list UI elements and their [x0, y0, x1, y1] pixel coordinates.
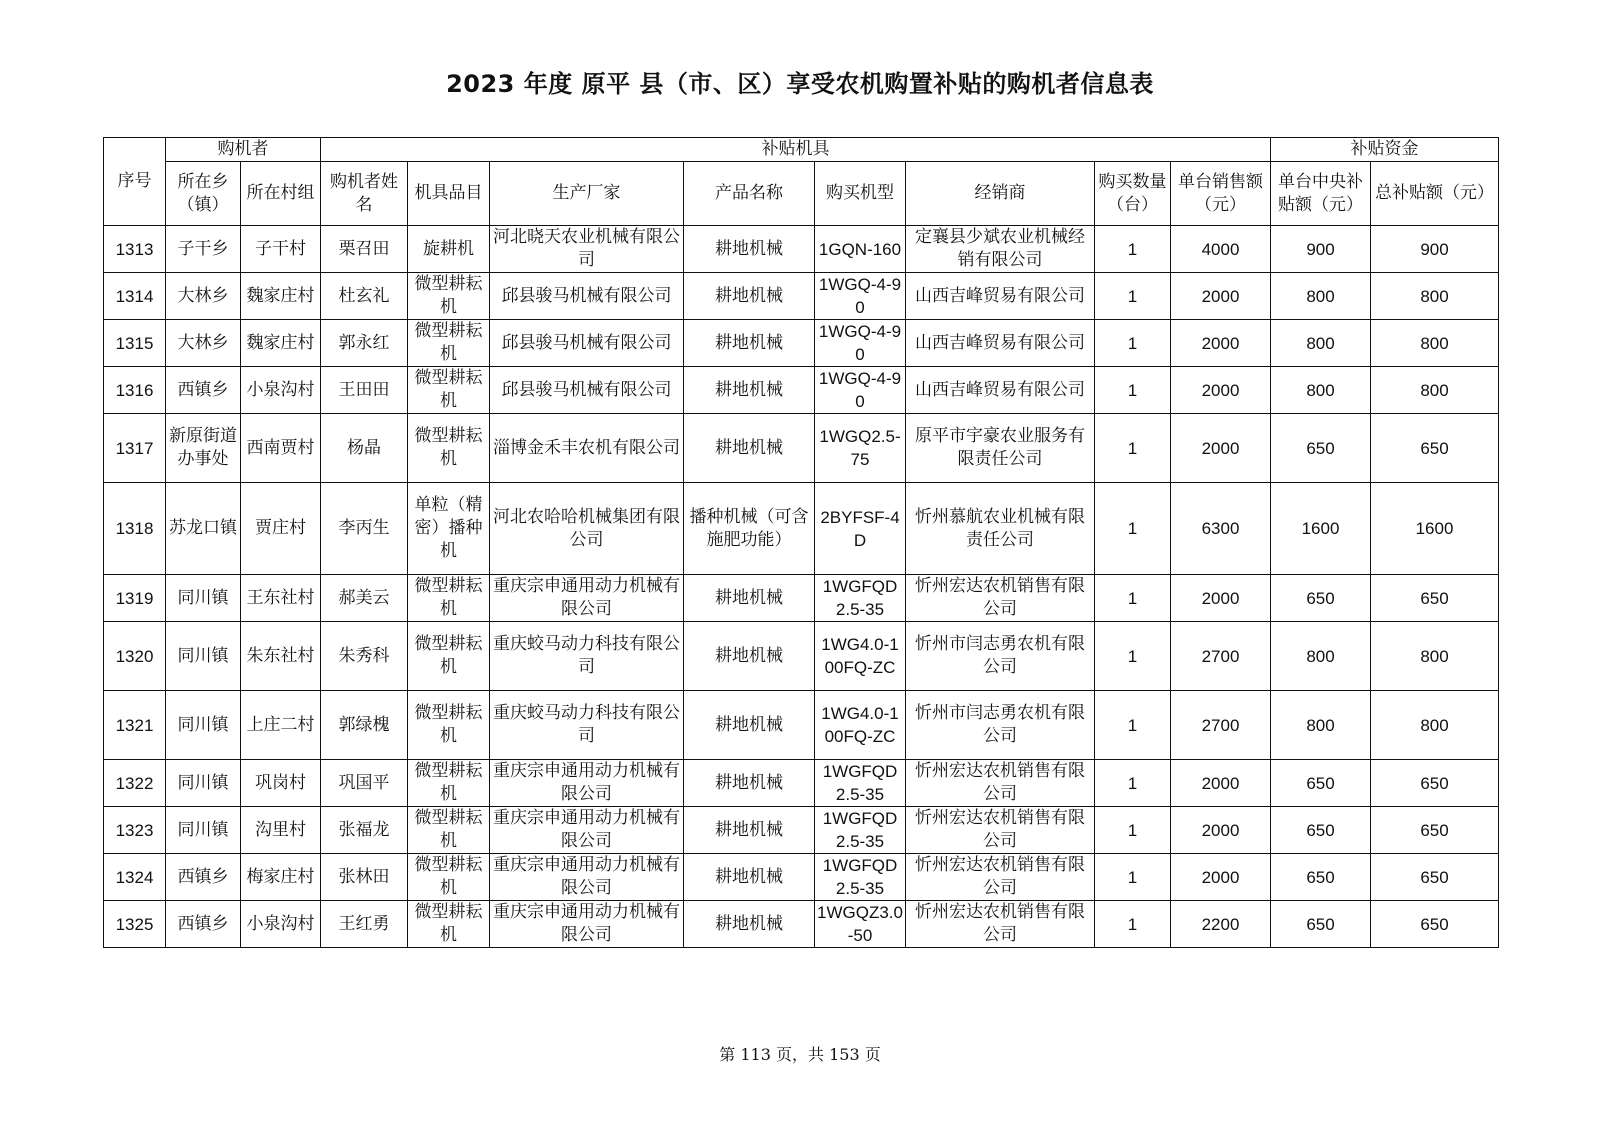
cell-price: 2000 — [1171, 367, 1271, 414]
cell-category: 微型耕耘机 — [408, 320, 490, 367]
header-group-buyer: 购机者 — [166, 138, 321, 162]
cell-model: 1WGQ-4-90 — [815, 367, 906, 414]
cell-model: 2BYFSF-4D — [815, 483, 906, 575]
cell-maker: 重庆宗申通用动力机械有限公司 — [490, 760, 684, 807]
cell-maker: 河北晓天农业机械有限公司 — [490, 226, 684, 273]
cell-town: 新原街道办事处 — [166, 414, 241, 483]
cell-category: 微型耕耘机 — [408, 760, 490, 807]
table-row — [104, 273, 1499, 320]
cell-town: 苏龙口镇 — [166, 483, 241, 575]
cell-maker: 重庆蛟马动力科技有限公司 — [490, 622, 684, 691]
table-row — [104, 760, 1499, 807]
cell-name: 郝美云 — [321, 575, 408, 622]
page-title: 2023 年度 原平 县（市、区）享受农机购置补贴的购机者信息表 — [446, 70, 1154, 98]
cell-model: 1GQN-160 — [815, 226, 906, 273]
cell-seq: 1323 — [104, 807, 166, 854]
cell-name: 栗召田 — [321, 226, 408, 273]
cell-category: 微型耕耘机 — [408, 414, 490, 483]
cell-village: 沟里村 — [241, 807, 321, 854]
cell-product: 耕地机械 — [684, 367, 815, 414]
cell-town: 同川镇 — [166, 807, 241, 854]
cell-product: 耕地机械 — [684, 226, 815, 273]
cell-village: 魏家庄村 — [241, 273, 321, 320]
cell-dealer: 忻州市闫志勇农机有限公司 — [906, 622, 1095, 691]
cell-model: 1WGFQD2.5-35 — [815, 807, 906, 854]
cell-central: 1600 — [1271, 483, 1371, 575]
cell-qty: 1 — [1095, 483, 1171, 575]
cell-dealer: 忻州宏达农机销售有限公司 — [906, 854, 1095, 901]
header-group-funds: 补贴资金 — [1271, 138, 1499, 162]
header-product: 产品名称 — [684, 162, 815, 226]
header-model: 购买机型 — [815, 162, 906, 226]
cell-town: 大林乡 — [166, 320, 241, 367]
header-price: 单台销售额（元） — [1171, 162, 1271, 226]
table-row — [104, 320, 1499, 367]
cell-town: 子干乡 — [166, 226, 241, 273]
table-row — [104, 483, 1499, 575]
cell-dealer: 忻州宏达农机销售有限公司 — [906, 901, 1095, 948]
cell-qty: 1 — [1095, 575, 1171, 622]
cell-seq: 1316 — [104, 367, 166, 414]
cell-total: 800 — [1371, 367, 1499, 414]
cell-village: 王东社村 — [241, 575, 321, 622]
cell-name: 李丙生 — [321, 483, 408, 575]
cell-product: 耕地机械 — [684, 575, 815, 622]
cell-name: 王田田 — [321, 367, 408, 414]
cell-product: 播种机械（可含施肥功能） — [684, 483, 815, 575]
cell-village: 魏家庄村 — [241, 320, 321, 367]
cell-price: 2700 — [1171, 691, 1271, 760]
cell-product: 耕地机械 — [684, 622, 815, 691]
cell-seq: 1313 — [104, 226, 166, 273]
cell-price: 2000 — [1171, 807, 1271, 854]
cell-qty: 1 — [1095, 691, 1171, 760]
cell-village: 贾庄村 — [241, 483, 321, 575]
cell-total: 650 — [1371, 901, 1499, 948]
header-group-machine: 补贴机具 — [321, 138, 1271, 162]
cell-total: 800 — [1371, 273, 1499, 320]
cell-price: 4000 — [1171, 226, 1271, 273]
cell-maker: 重庆宗申通用动力机械有限公司 — [490, 901, 684, 948]
cell-town: 同川镇 — [166, 691, 241, 760]
cell-category: 微型耕耘机 — [408, 575, 490, 622]
header-total: 总补贴额（元） — [1371, 162, 1499, 226]
cell-product: 耕地机械 — [684, 901, 815, 948]
cell-total: 900 — [1371, 226, 1499, 273]
cell-village: 梅家庄村 — [241, 854, 321, 901]
cell-dealer: 忻州宏达农机销售有限公司 — [906, 807, 1095, 854]
table-row — [104, 691, 1499, 760]
cell-central: 650 — [1271, 901, 1371, 948]
cell-qty: 1 — [1095, 320, 1171, 367]
cell-total: 650 — [1371, 854, 1499, 901]
cell-qty: 1 — [1095, 414, 1171, 483]
cell-total: 650 — [1371, 575, 1499, 622]
cell-name: 郭永红 — [321, 320, 408, 367]
cell-model: 1WGQ-4-90 — [815, 320, 906, 367]
cell-village: 巩岗村 — [241, 760, 321, 807]
header-name: 购机者姓名 — [321, 162, 408, 226]
cell-price: 2200 — [1171, 901, 1271, 948]
cell-category: 微型耕耘机 — [408, 901, 490, 948]
cell-town: 西镇乡 — [166, 901, 241, 948]
cell-total: 800 — [1371, 691, 1499, 760]
cell-maker: 重庆蛟马动力科技有限公司 — [490, 691, 684, 760]
cell-dealer: 忻州慕航农业机械有限责任公司 — [906, 483, 1095, 575]
cell-price: 2000 — [1171, 760, 1271, 807]
cell-central: 650 — [1271, 760, 1371, 807]
header-qty: 购买数量（台） — [1095, 162, 1171, 226]
cell-dealer: 山西吉峰贸易有限公司 — [906, 367, 1095, 414]
cell-maker: 重庆宗申通用动力机械有限公司 — [490, 807, 684, 854]
cell-product: 耕地机械 — [684, 807, 815, 854]
header-central: 单台中央补贴额（元） — [1271, 162, 1371, 226]
cell-total: 1600 — [1371, 483, 1499, 575]
cell-village: 子干村 — [241, 226, 321, 273]
cell-town: 西镇乡 — [166, 367, 241, 414]
cell-seq: 1319 — [104, 575, 166, 622]
cell-category: 微型耕耘机 — [408, 807, 490, 854]
cell-central: 800 — [1271, 622, 1371, 691]
header-dealer: 经销商 — [906, 162, 1095, 226]
header-town: 所在乡（镇） — [166, 162, 241, 226]
cell-maker: 淄博金禾丰农机有限公司 — [490, 414, 684, 483]
cell-central: 650 — [1271, 575, 1371, 622]
cell-dealer: 忻州宏达农机销售有限公司 — [906, 575, 1095, 622]
cell-central: 650 — [1271, 807, 1371, 854]
cell-model: 1WGFQD2.5-35 — [815, 854, 906, 901]
cell-qty: 1 — [1095, 901, 1171, 948]
cell-dealer: 定襄县少斌农业机械经销有限公司 — [906, 226, 1095, 273]
cell-qty: 1 — [1095, 760, 1171, 807]
cell-category: 微型耕耘机 — [408, 854, 490, 901]
cell-qty: 1 — [1095, 367, 1171, 414]
cell-town: 西镇乡 — [166, 854, 241, 901]
table-row — [104, 807, 1499, 854]
cell-qty: 1 — [1095, 807, 1171, 854]
cell-name: 巩国平 — [321, 760, 408, 807]
cell-total: 650 — [1371, 414, 1499, 483]
cell-total: 650 — [1371, 760, 1499, 807]
cell-central: 800 — [1271, 273, 1371, 320]
cell-name: 杨晶 — [321, 414, 408, 483]
cell-model: 1WG4.0-100FQ-ZC — [815, 691, 906, 760]
table-row — [104, 367, 1499, 414]
cell-maker: 邱县骏马机械有限公司 — [490, 367, 684, 414]
cell-seq: 1324 — [104, 854, 166, 901]
cell-dealer: 山西吉峰贸易有限公司 — [906, 273, 1095, 320]
cell-town: 大林乡 — [166, 273, 241, 320]
header-maker: 生产厂家 — [490, 162, 684, 226]
cell-qty: 1 — [1095, 273, 1171, 320]
cell-category: 微型耕耘机 — [408, 273, 490, 320]
cell-seq: 1318 — [104, 483, 166, 575]
cell-seq: 1314 — [104, 273, 166, 320]
table-row — [104, 901, 1499, 948]
cell-model: 1WGQ2.5-75 — [815, 414, 906, 483]
cell-model: 1WG4.0-100FQ-ZC — [815, 622, 906, 691]
cell-town: 同川镇 — [166, 760, 241, 807]
cell-price: 2000 — [1171, 575, 1271, 622]
cell-category: 微型耕耘机 — [408, 691, 490, 760]
cell-village: 朱东社村 — [241, 622, 321, 691]
cell-village: 小泉沟村 — [241, 367, 321, 414]
cell-model: 1WGFQD2.5-35 — [815, 760, 906, 807]
cell-price: 2700 — [1171, 622, 1271, 691]
cell-seq: 1315 — [104, 320, 166, 367]
cell-village: 小泉沟村 — [241, 901, 321, 948]
cell-central: 650 — [1271, 854, 1371, 901]
cell-model: 1WGQZ3.0-50 — [815, 901, 906, 948]
cell-town: 同川镇 — [166, 575, 241, 622]
cell-maker: 邱县骏马机械有限公司 — [490, 320, 684, 367]
cell-seq: 1321 — [104, 691, 166, 760]
table-row — [104, 414, 1499, 483]
cell-dealer: 山西吉峰贸易有限公司 — [906, 320, 1095, 367]
cell-central: 800 — [1271, 367, 1371, 414]
cell-category: 微型耕耘机 — [408, 367, 490, 414]
cell-price: 2000 — [1171, 414, 1271, 483]
cell-name: 王红勇 — [321, 901, 408, 948]
cell-town: 同川镇 — [166, 622, 241, 691]
cell-total: 800 — [1371, 320, 1499, 367]
table-row — [104, 575, 1499, 622]
table-row — [104, 854, 1499, 901]
page-footer: 第 113 页，共 153 页 — [719, 1045, 881, 1064]
cell-product: 耕地机械 — [684, 854, 815, 901]
cell-village: 上庄二村 — [241, 691, 321, 760]
cell-village: 西南贾村 — [241, 414, 321, 483]
cell-seq: 1317 — [104, 414, 166, 483]
header-category: 机具品目 — [408, 162, 490, 226]
cell-name: 郭绿槐 — [321, 691, 408, 760]
cell-name: 张林田 — [321, 854, 408, 901]
cell-central: 800 — [1271, 320, 1371, 367]
cell-maker: 河北农哈哈机械集团有限公司 — [490, 483, 684, 575]
cell-product: 耕地机械 — [684, 273, 815, 320]
cell-price: 2000 — [1171, 273, 1271, 320]
cell-maker: 重庆宗申通用动力机械有限公司 — [490, 854, 684, 901]
header-seq: 序号 — [104, 138, 166, 226]
cell-maker: 重庆宗申通用动力机械有限公司 — [490, 575, 684, 622]
cell-total: 800 — [1371, 622, 1499, 691]
cell-model: 1WGFQD2.5-35 — [815, 575, 906, 622]
cell-product: 耕地机械 — [684, 320, 815, 367]
cell-dealer: 忻州市闫志勇农机有限公司 — [906, 691, 1095, 760]
cell-central: 900 — [1271, 226, 1371, 273]
cell-qty: 1 — [1095, 622, 1171, 691]
cell-seq: 1322 — [104, 760, 166, 807]
cell-maker: 邱县骏马机械有限公司 — [490, 273, 684, 320]
header-village: 所在村组 — [241, 162, 321, 226]
cell-central: 650 — [1271, 414, 1371, 483]
cell-name: 朱秀科 — [321, 622, 408, 691]
cell-dealer: 原平市宇豪农业服务有限责任公司 — [906, 414, 1095, 483]
cell-category: 旋耕机 — [408, 226, 490, 273]
cell-seq: 1325 — [104, 901, 166, 948]
cell-price: 2000 — [1171, 854, 1271, 901]
subsidy-table — [103, 137, 1499, 948]
cell-qty: 1 — [1095, 854, 1171, 901]
table-row — [104, 226, 1499, 273]
cell-name: 杜玄礼 — [321, 273, 408, 320]
cell-dealer: 忻州宏达农机销售有限公司 — [906, 760, 1095, 807]
cell-total: 650 — [1371, 807, 1499, 854]
cell-name: 张福龙 — [321, 807, 408, 854]
cell-product: 耕地机械 — [684, 691, 815, 760]
cell-product: 耕地机械 — [684, 760, 815, 807]
cell-qty: 1 — [1095, 226, 1171, 273]
cell-price: 2000 — [1171, 320, 1271, 367]
cell-price: 6300 — [1171, 483, 1271, 575]
table-row — [104, 622, 1499, 691]
cell-category: 微型耕耘机 — [408, 622, 490, 691]
cell-central: 800 — [1271, 691, 1371, 760]
cell-product: 耕地机械 — [684, 414, 815, 483]
cell-category: 单粒（精密）播种机 — [408, 483, 490, 575]
cell-model: 1WGQ-4-90 — [815, 273, 906, 320]
cell-seq: 1320 — [104, 622, 166, 691]
